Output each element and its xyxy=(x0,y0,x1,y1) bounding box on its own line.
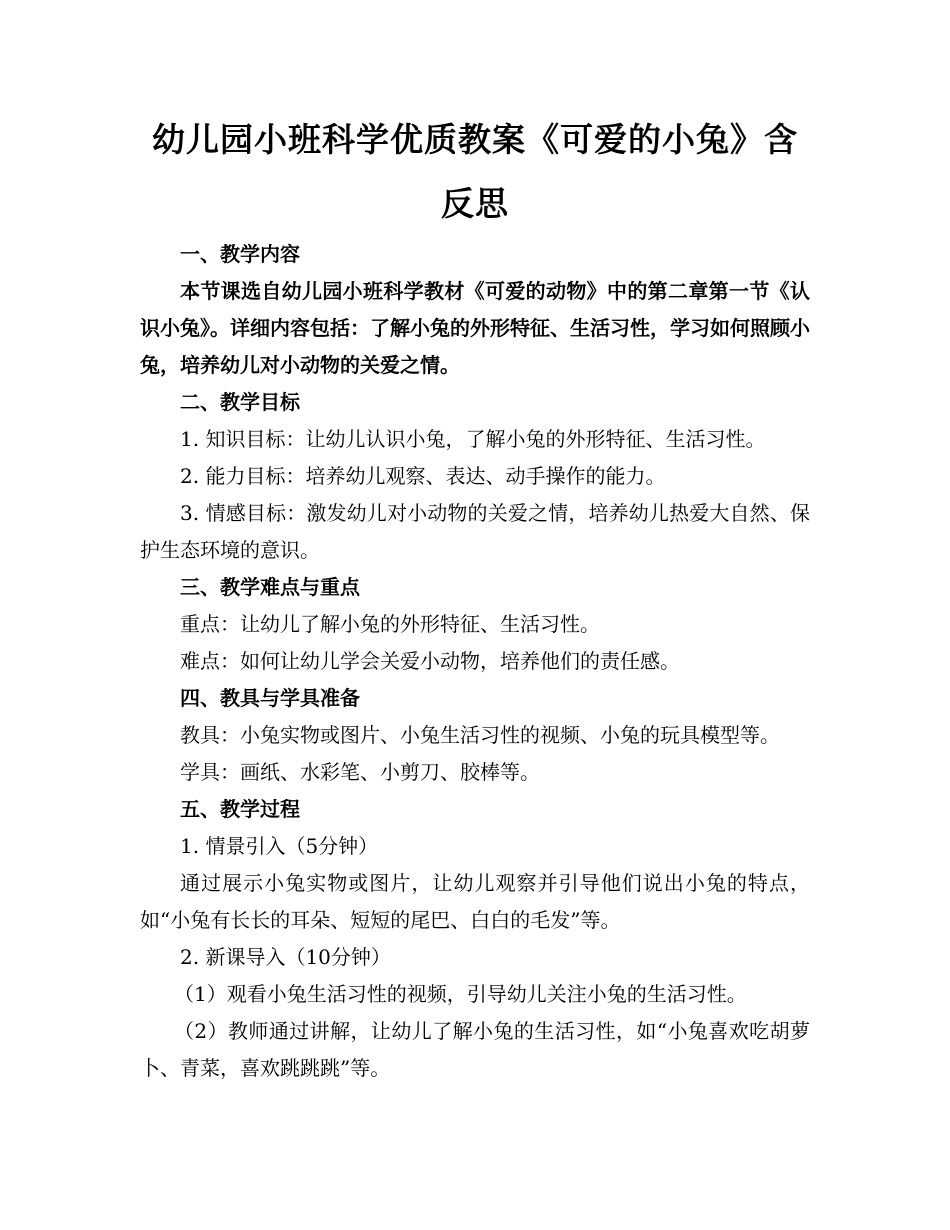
learning-aids: 学具：画纸、水彩笔、小剪刀、胶棒等。 xyxy=(180,760,540,784)
process-step-intro-detail: 通过展示小兔实物或图片，让幼儿观察并引导他们说出小兔的特点，如“小兔有长长的耳朵、短短的尾巴、白白的毛发”等。 xyxy=(140,871,810,932)
process-step-intro: 1. 情景引入（5分钟） xyxy=(180,834,379,858)
process-step-new-lesson: 2. 新课导入（10分钟） xyxy=(180,945,391,969)
key-point: 重点：让幼儿了解小兔的外形特征、生活习性。 xyxy=(180,612,600,636)
process-substep-1: （1）观看小兔生活习性的视频，引导幼儿关注小兔的生活习性。 xyxy=(174,982,747,1006)
section-heading-materials: 四、教具与学具准备 xyxy=(180,686,360,710)
goal-ability: 2. 能力目标：培养幼儿观察、表达、动手操作的能力。 xyxy=(180,464,666,488)
difficult-point: 难点：如何让幼儿学会关爱小动物，培养他们的责任感。 xyxy=(180,649,680,673)
goal-knowledge: 1. 知识目标：让幼儿认识小兔，了解小兔的外形特征、生活习性。 xyxy=(180,427,766,451)
section-heading-process: 五、教学过程 xyxy=(180,797,300,821)
section-heading-content: 一、教学内容 xyxy=(180,242,300,266)
teaching-aids: 教具：小兔实物或图片、小兔生活习性的视频、小兔的玩具模型等。 xyxy=(180,723,780,747)
paragraph-content-description: 本节课选自幼儿园小班科学教材《可爱的动物》中的第二章第一节《认识小兔》。详细内容包括：了解小兔的外形特征、生活习性，学习如何照顾小兔，培养幼儿对小动物的关爱之情。 xyxy=(140,279,810,377)
document-title: 幼儿园小班科学优质教案《可爱的小兔》含反思 xyxy=(152,120,798,223)
section-heading-goals: 二、教学目标 xyxy=(180,390,300,414)
goal-emotion: 3. 情感目标：激发幼儿对小动物的关爱之情，培养幼儿热爱大自然、保护生态环境的意识。 xyxy=(140,501,810,562)
section-heading-key-points: 三、教学难点与重点 xyxy=(180,575,360,599)
document-body xyxy=(140,236,810,1087)
process-substep-2: （2）教师通过讲解，让幼儿了解小兔的生活习性，如“小兔喜欢吃胡萝卜、青菜，喜欢跳跳跳”等。 xyxy=(140,1019,810,1080)
